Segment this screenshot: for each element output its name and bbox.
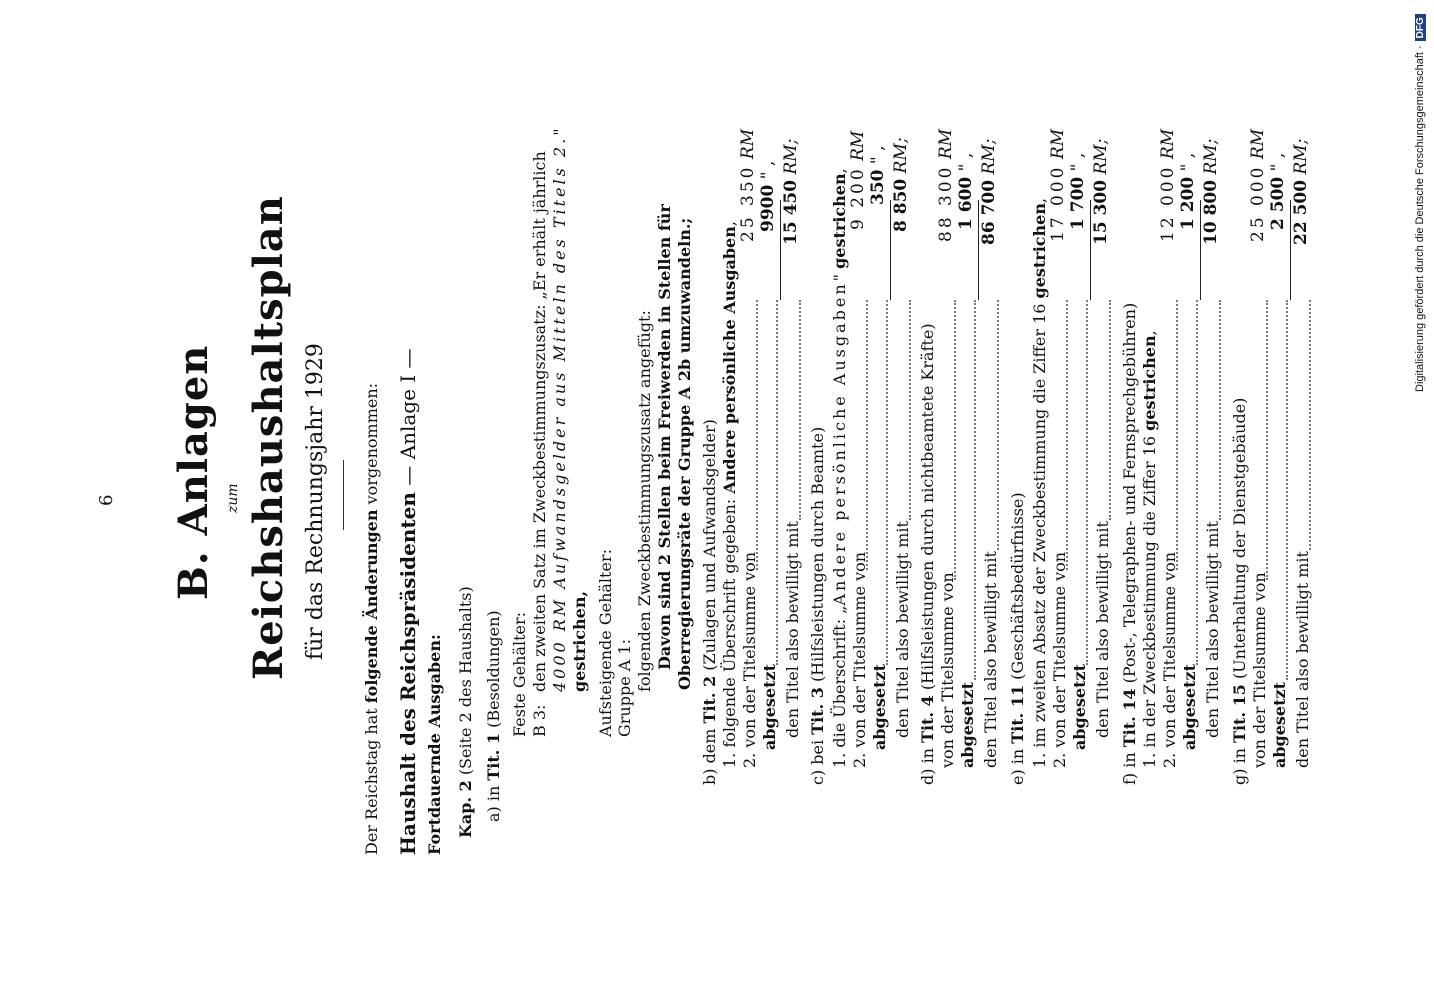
e-total-label: den Titel also bewilligt mit [1093,521,1112,738]
c-line1: 1. die Überschrift: „Andere persönliche Ausgaben" gestrichen, [830,168,849,768]
a-gestrichen: gestrichen, [570,590,589,692]
d-dots1 [954,300,956,580]
g-dots3 [1309,300,1311,550]
b-head: b) dem Tit. 2 (Zulagen und Aufwandsgelder) [700,419,719,785]
d-line2: von der Titelsumme von [938,572,957,768]
c-line2: 2. von der Titelsumme von [850,551,869,768]
f-dots2 [1196,300,1198,665]
e-line1: 1. im zweiten Absatz der Zweckbestimmung die Ziffer 16 gestrichen, [1030,197,1049,768]
heading-zum: zum [225,483,241,513]
a-b3-text1: den zweiten Satz im Zweckbestimmungszusatz: „Er erhält jährlich [530,151,549,692]
d-v1: 88 300 RM [936,128,956,242]
heading-sub: für das Rechnungsjahr 1929 [303,343,328,660]
a-b3-label: B 3: [530,704,549,737]
side-note: Digitalisierung gefördert durch die Deutsche Forschungsgemeinschaft ·DFG [1414,14,1426,392]
d-v2: 1 600 " , [956,152,976,230]
g-head: g) in Tit. 15 (Unterhaltung der Dienstgebäude) [1230,397,1249,785]
a-davon1: Davon sind 2 Stellen beim Freiwerden in Stellen für [655,204,674,670]
e-v1: 17 000 RM [1048,128,1068,242]
intro-text: Der Reichstag hat folgende Änderungen vorgenommen: [362,382,381,855]
c-dots3 [909,300,911,520]
e-dots1 [1066,300,1068,570]
b-dots2 [776,300,778,665]
b-line2: 2. von der Titelsumme von [740,551,759,768]
a-b3-text2: 4000 RM Aufwandsgelder aus Mitteln des Titels 2." [550,125,569,692]
b-total-label: den Titel also bewilligt mit [783,521,802,738]
g-v1: 25 000 RM [1248,128,1268,242]
g-abgesetzt: abgesetzt [1270,682,1289,768]
a-feste: Feste Gehälter: [510,611,529,737]
b-line1: 1. folgende Überschrift gegeben: Andere persönliche Ausgaben, [720,221,739,768]
f-total-label: den Titel also bewilligt mit [1203,521,1222,738]
e-total: 15 300 RM; [1091,138,1111,245]
b-v2: 9900 " , [758,160,778,232]
c-head: c) bei Tit. 3 (Hilfsleistungen durch Beamte) [808,426,827,785]
heading-main: Reichshaushaltsplan [245,195,292,680]
c-total-label: den Titel also bewilligt mit [893,521,912,738]
f-abgesetzt: abgesetzt [1180,664,1199,750]
d-head: d) in Tit. 4 (Hilfsleistungen durch nichtbeamtete Kräfte) [918,323,937,785]
e-head: e) in Tit. 11 (Geschäftsbedürfnisse) [1008,492,1027,785]
b-dots1 [756,300,758,570]
e-dots2 [1086,300,1088,665]
f-line1: 1. in der Zweckbestimmung die Ziffer 16 gestrichen, [1140,330,1159,768]
e-dots3 [1109,300,1111,520]
b-abgesetzt: abgesetzt [760,664,779,750]
b-v1: 25 350 RM [738,128,758,242]
e-v2: 1 700 " , [1068,152,1088,230]
c-total: 8 850 RM; [891,137,911,232]
g-total: 22 500 RM; [1291,138,1311,245]
g-dots2 [1286,300,1288,680]
section-title: Haushalt des Reichspräsidenten — Anlage I — [396,348,420,855]
f-total: 10 800 RM; [1201,138,1221,245]
c-v1: 9 200 RM [848,130,868,230]
f-v2: 1 200 " , [1178,152,1198,230]
g-total-label: den Titel also bewilligt mit [1293,551,1312,768]
a-gruppe: Gruppe A 1: [615,639,634,737]
a-davon2: Oberregierungsräte der Gruppe A 2b umzuwandeln.; [675,217,694,690]
f-v1: 12 000 RM [1158,128,1178,242]
f-head: f) in Tit. 14 (Post-, Telegraphen- und Fernsprechgebühren) [1120,302,1139,785]
c-v2: 350 " , [868,145,888,205]
f-dots3 [1219,300,1221,520]
c-abgesetzt: abgesetzt [870,664,889,750]
kap-line: Kap. 2 (Seite 2 des Haushalts) [456,586,475,838]
d-total: 86 700 RM; [979,138,999,245]
g-dots1 [1266,300,1268,580]
f-line2: 2. von der Titelsumme von [1160,551,1179,768]
heading-title: B. Anlagen [170,344,217,600]
d-dots3 [997,300,999,550]
d-dots2 [974,300,976,680]
page-number: 6 [96,494,117,506]
g-line2: von der Titelsumme von [1250,572,1269,768]
heading-rule [343,460,344,530]
b-total: 15 450 RM; [781,138,801,245]
g-v2: 2 500 " , [1268,152,1288,230]
c-dots1 [866,300,868,570]
d-total-label: den Titel also bewilligt mit [981,551,1000,768]
e-line2: 2. von der Titelsumme von [1050,551,1069,768]
a-aufsteigende: Aufsteigende Gehälter: [596,549,615,737]
b-dots3 [799,300,801,520]
e-abgesetzt: abgesetzt [1070,664,1089,750]
a-head: a) in Tit. 1 (Besoldungen) [484,610,503,822]
d-abgesetzt: abgesetzt [958,682,977,768]
c-dots2 [886,300,888,665]
a-folgenden: folgenden Zweckbestimmungszusatz angefügt: [635,310,654,692]
f-dots1 [1176,300,1178,570]
dfg-logo: DFG [1415,14,1426,41]
fortdauernde: Fortdauernde Ausgaben: [425,634,444,855]
